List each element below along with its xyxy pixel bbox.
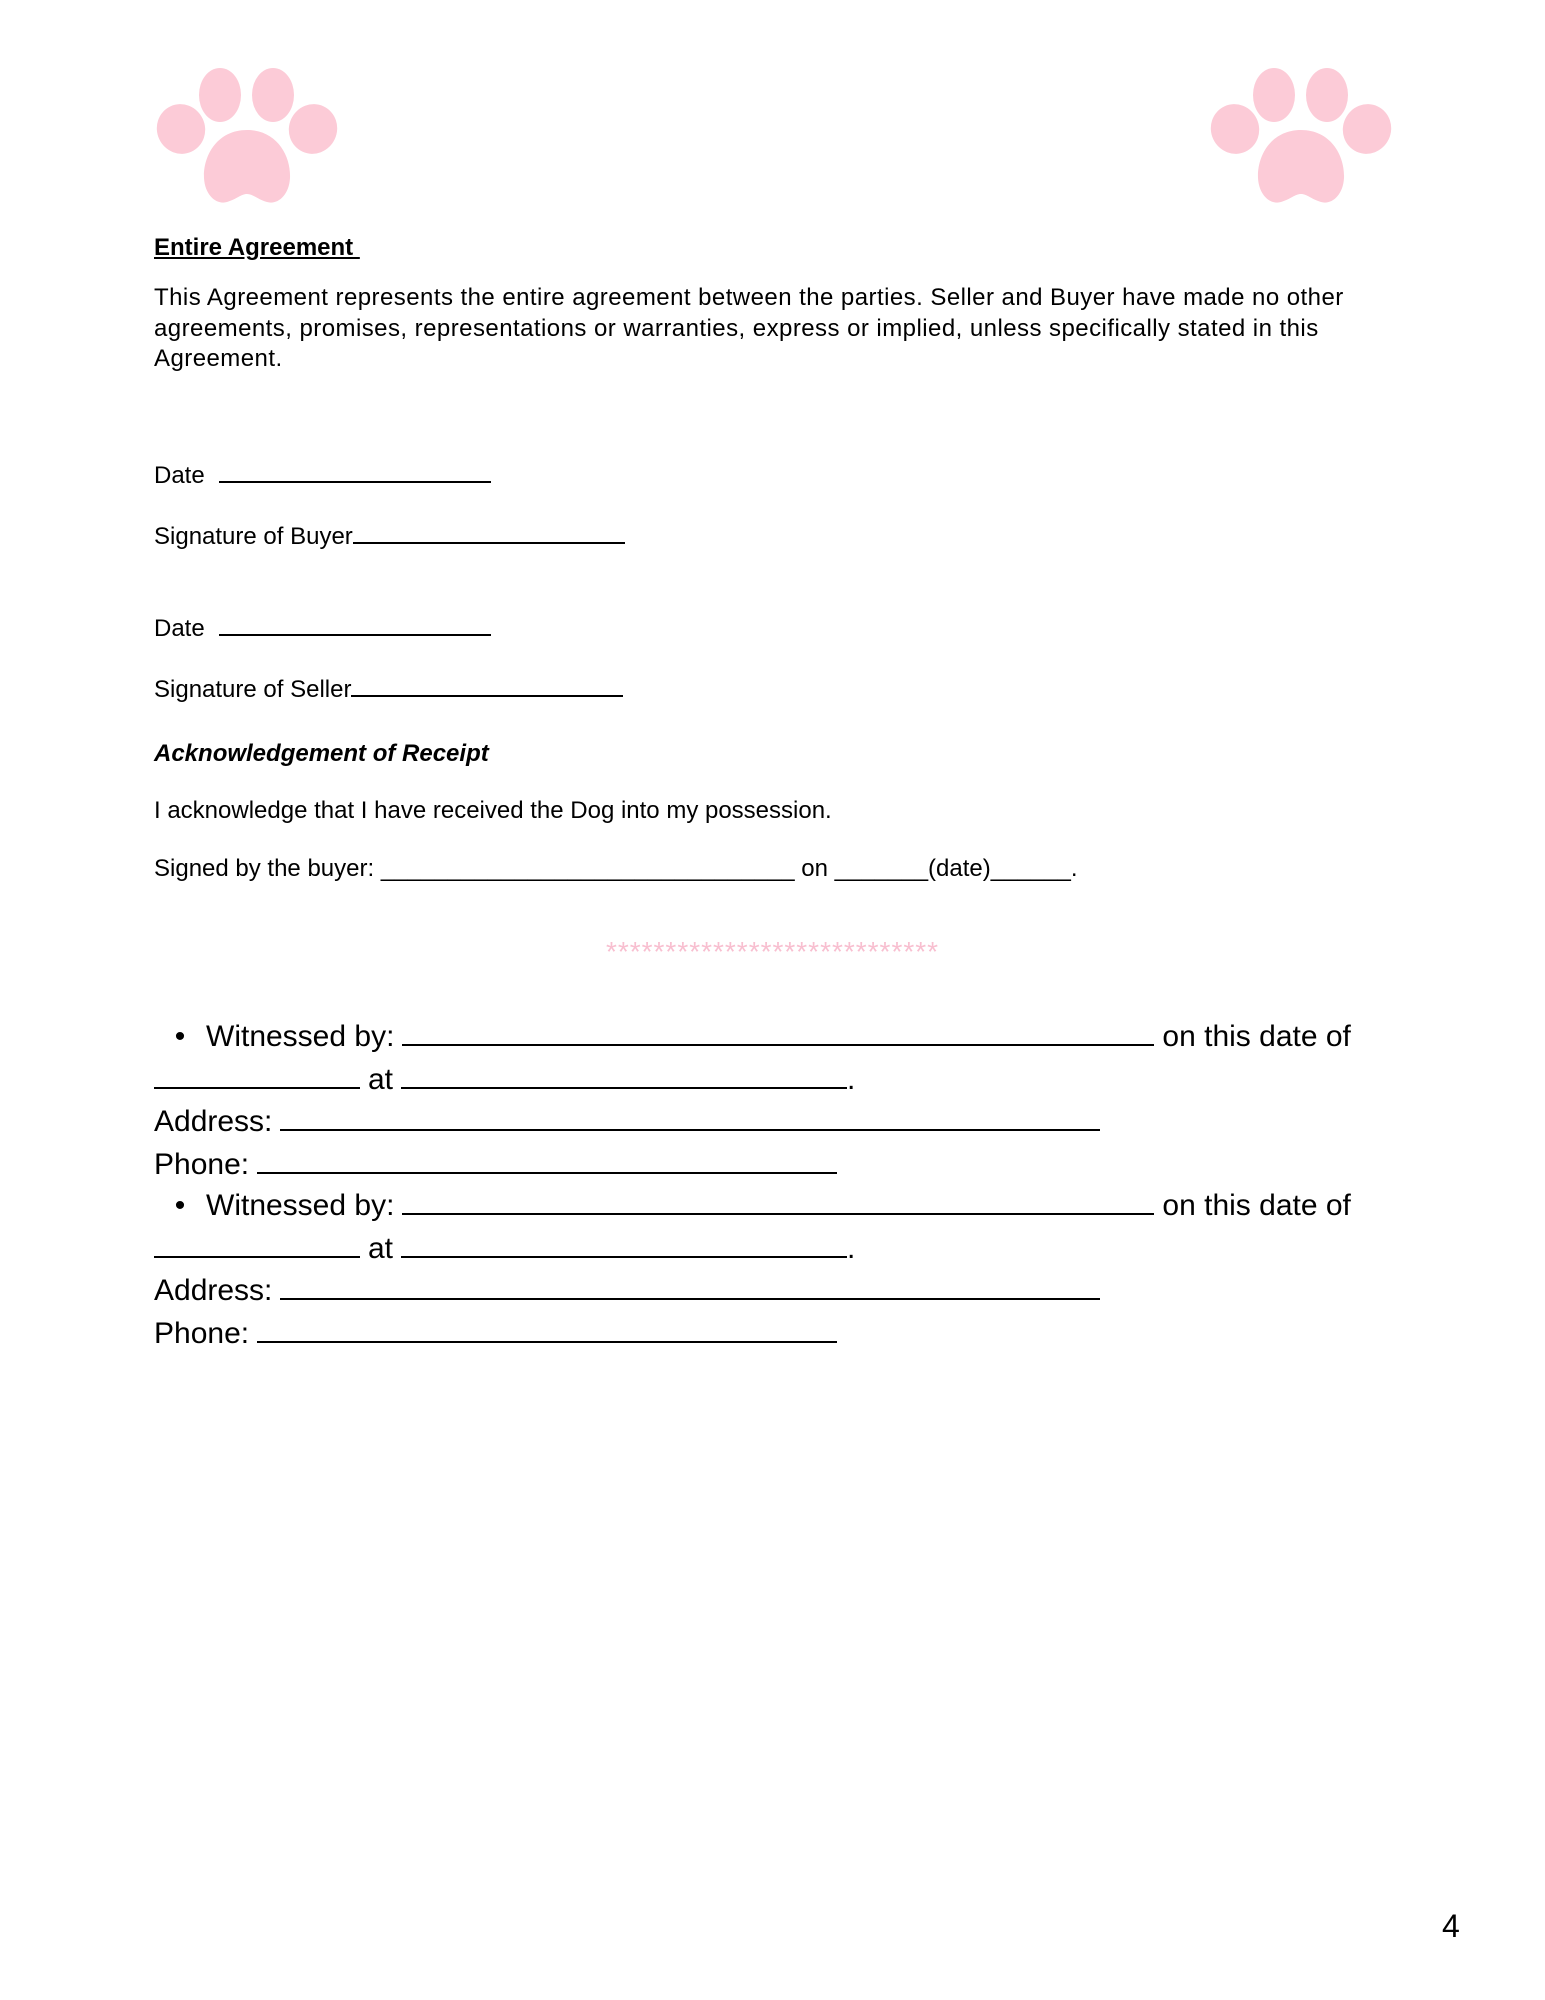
bullet-icon: • — [174, 1189, 186, 1222]
entire-agreement-body: This Agreement represents the entire agreement between the parties. Seller and Buyer have made no other agreements, promises, representations or warranties, express or implied, unless specifically stated in this Agreement. — [154, 284, 1344, 372]
witnessed-by-label: Witnessed by: — [206, 1189, 395, 1222]
star-separator: **************************** — [605, 936, 940, 967]
buyer-signature-label: Signature of Buyer — [154, 523, 353, 550]
date-label: on this date of — [1162, 1189, 1351, 1222]
paw-print-icon — [156, 68, 338, 206]
address-label: Address: — [154, 1105, 273, 1138]
witness-date-line — [154, 1228, 1404, 1271]
witness-name-line — [154, 1016, 1404, 1059]
entire-agreement-heading: Entire Agreement — [154, 234, 360, 261]
witness-block-1 — [154, 1016, 1404, 1186]
seller-signature-label: Signature of Seller — [154, 676, 352, 703]
paw-print-icon-right — [1210, 68, 1392, 206]
witness-name-blank[interactable] — [402, 1043, 1154, 1046]
seller-signature-blank[interactable] — [351, 694, 623, 697]
buyer-date-row — [154, 462, 491, 490]
date-label: on this date of — [1162, 1020, 1351, 1053]
acknowledgement-statement: I acknowledge that I have received the Dog into my possession. — [154, 797, 832, 824]
witness-date-blank[interactable] — [154, 1086, 360, 1089]
witness-date-line — [154, 1059, 1404, 1102]
seller-date-row — [154, 615, 491, 643]
at-label: at — [368, 1062, 394, 1096]
witness-place-blank[interactable] — [401, 1086, 847, 1089]
witness-date-blank[interactable] — [154, 1255, 360, 1258]
witness-phone-line — [154, 1144, 1404, 1187]
witness-phone-blank[interactable] — [257, 1171, 837, 1174]
seller-date-blank[interactable] — [219, 633, 491, 636]
witness-name-line — [154, 1185, 1404, 1228]
bullet-icon: • — [174, 1020, 186, 1053]
paw-print-icon — [1210, 68, 1392, 206]
page-number: 4 — [1442, 1908, 1460, 1944]
phone-label: Phone: — [154, 1316, 250, 1350]
witness-phone-blank[interactable] — [257, 1340, 837, 1343]
period: . — [847, 1231, 856, 1265]
buyer-signature-blank[interactable] — [353, 541, 625, 544]
at-label: at — [368, 1231, 394, 1265]
phone-label: Phone: — [154, 1147, 250, 1181]
witness-address-blank[interactable] — [280, 1297, 1100, 1300]
witness-address-line — [154, 1270, 1404, 1313]
acknowledgement-heading: Acknowledgement of Receipt — [154, 740, 489, 767]
witness-name-blank[interactable] — [402, 1212, 1154, 1215]
witness-block-2 — [154, 1185, 1404, 1355]
witness-address-line — [154, 1101, 1404, 1144]
buyer-signature-row — [154, 523, 625, 551]
witness-phone-line — [154, 1313, 1404, 1356]
witness-address-blank[interactable] — [280, 1128, 1100, 1131]
buyer-date-blank[interactable] — [219, 480, 491, 483]
address-label: Address: — [154, 1274, 273, 1307]
witness-place-blank[interactable] — [401, 1255, 847, 1258]
buyer-date-label: Date — [154, 462, 205, 489]
witnessed-by-label: Witnessed by: — [206, 1020, 395, 1053]
paw-print-icon-left — [156, 68, 338, 206]
period: . — [847, 1062, 856, 1096]
buyer-signed-line: Signed by the buyer: _______________________________ on _______(date)______. — [154, 855, 1078, 882]
seller-signature-row — [154, 676, 623, 704]
seller-date-label: Date — [154, 615, 205, 642]
